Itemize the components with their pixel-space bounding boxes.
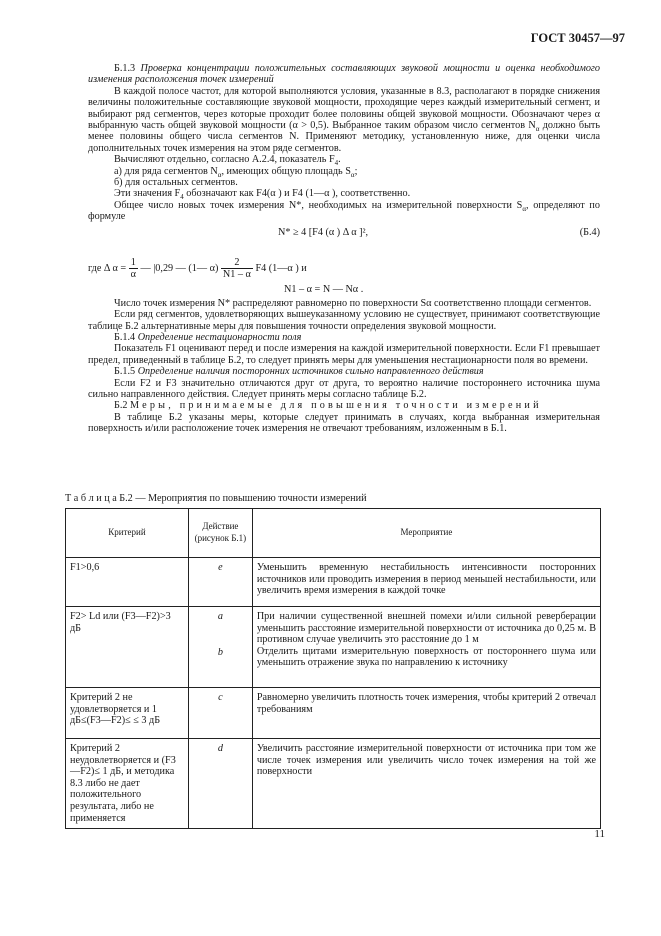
measures-table bbox=[65, 508, 601, 829]
page-number: 11 bbox=[594, 828, 605, 840]
criterion-cell: Критерий 2 не удовлетворяется и 1 дБ≤(F3—F2)≤ ≤ 3 дБ bbox=[66, 688, 189, 739]
criterion-cell: F2> Ld или (F3—F2)>3 дБ bbox=[66, 607, 189, 688]
fraction-two-over-n: $\frac{2}{N1 - \alpha}$ bbox=[222, 256, 251, 280]
section-b13-title bbox=[88, 63, 600, 86]
table-row bbox=[66, 739, 601, 829]
paragraph: В каждой полосе частот, для которой выполняются условия, указанные в 8.3, располагают в порядке снижения величины положительные составляющие звуковой мощности, проходящие через каждый измерительный сегмент, и выбирают ряд сегментов, через которые проходит более половины общей звуковой мощности. Обозначают через α выбранную часть общей звуковой мощности (α > 0,5). Выбранное таким образом число сегментов $N_\alpha$ должно быть менее половины общего числа сегментов N. Применяют методику, установленную ниже, для оценки числа дополнительных точек измерения на этом ряде сегментов. bbox=[88, 85, 601, 154]
measure-cell: Увеличить расстояние измерительной поверхности от источника при том же числе точек измерения или увеличить число точек измерения на той же поверхности bbox=[252, 739, 600, 829]
measure-cell: Равномерно увеличить плотность точек измерения, чтобы критерий 2 отвечал требованиям bbox=[252, 688, 600, 739]
document-code: ГОСТ 30457—97 bbox=[530, 31, 625, 45]
table-header-row bbox=[66, 509, 601, 558]
fraction-one-over-alpha: $\frac{1}{\alpha}$ bbox=[130, 256, 136, 280]
criterion-cell: F1>0,6 bbox=[66, 558, 189, 607]
formula-delta-alpha: где Δ α = $\frac{1}{\alpha}$ — |0,29 — (1— α) $\frac{2}{N1 - \alpha}$ F4 (1—α ) и bbox=[88, 256, 307, 280]
action-cell: e bbox=[188, 558, 252, 607]
paragraph: Общее число новых точек измерения N*, необходимых на измерительной поверхности $S_\alpha$, определяют по формуле bbox=[88, 199, 600, 223]
formula-b4: N* ≥ 4 [F4 (α ) Δ α ]², (Б.4) bbox=[278, 226, 600, 238]
section-number: Б.1.3 bbox=[114, 63, 136, 74]
section-title: Проверка концентрации положительных составляющих звуковой мощности и оценка необходимого изменения расположения точек измерений bbox=[88, 63, 601, 86]
table-row bbox=[66, 607, 601, 688]
measure-cell: Уменьшить временную нестабильность интенсивности посторонних источников или проводить измерения в период меньшей нестабильности, или увеличить время измерения в каждой точке bbox=[252, 558, 600, 607]
section-b15-title: Б.1.5 Определение наличия посторонних источников сильно направленного действия bbox=[114, 366, 484, 378]
section-b15-text: Если F2 и F3 значительно отличаются друг от друга, то вероятно наличие постороннего источника шума сильно направленного действия. Следует принять меры согласно таблице Б.2. bbox=[88, 377, 600, 400]
formula-number: (Б.4) bbox=[579, 226, 600, 238]
paragraph: Эти значения $F_4$ обозначают как F4(α ) и F4 (1—α ), соответственно. bbox=[114, 188, 411, 202]
table-row bbox=[66, 688, 601, 739]
header-action: Действие (рисунок Б.1) bbox=[188, 509, 252, 558]
header-criterion: Критерий bbox=[66, 509, 189, 558]
section-b14-title: Б.1.4 Определение нестационарности поля bbox=[114, 331, 302, 343]
paragraph: Если ряд сегментов, удовлетворяющих вышеуказанному условию не существует, принимают соответствующие таблице Б.2 альтернативные меры для повышения точности определения звуковой мощности. bbox=[88, 309, 600, 332]
paragraph: Число точек измерения N* распределяют равномерно по поверхности Sα соответственно площади сегментов. bbox=[114, 297, 592, 309]
list-item-b: б) для остальных сегментов. bbox=[114, 177, 238, 189]
section-b13 bbox=[88, 63, 600, 435]
section-b2-text: В таблице Б.2 указаны меры, которые следует принимать в случаях, когда выбранная измерительная поверхность и/или расположение точек измерения не отвечают требованиям, изложенным в Б.1. bbox=[88, 411, 600, 435]
criterion-cell: Критерий 2 неудовлетворяется и (F3—F2)≤ 1 дБ, и методика 8.3 либо не дает положительного результата, либо не применяется bbox=[66, 739, 189, 829]
table-caption: Т а б л и ц а Б.2 — Мероприятия по повышению точности измерений bbox=[65, 493, 367, 504]
list-item-a: а) для ряда сегментов $N_\alpha$, имеющих общую площадь $S_\alpha$; bbox=[114, 165, 358, 179]
action-cell: d bbox=[188, 739, 252, 829]
table-row bbox=[66, 558, 601, 607]
header-measure: Мероприятие bbox=[252, 509, 600, 558]
formula-n1-alpha: N1 – α = N — Nα . bbox=[284, 283, 364, 295]
action-cell: c bbox=[188, 688, 252, 739]
measure-cell: При наличии существенной внешней помехи и/или сильной реверберации уменьшить расстояние измерительной поверхности от источника до 0,25 м. В противном случае увеличить это расстояние до 1 м Отделить щитами измерительную поверхность от постороннего шума или уменьшить отражение звука по направлению к источнику bbox=[252, 607, 600, 688]
section-b14-text: Показатель F1 оценивают перед и после измерения на каждой измерительной поверхности. Если F1 превышает предел, приведенный в таблице Б.2, то следует принять меры для уменьшения нестационарности поля во времени. bbox=[88, 343, 600, 366]
paragraph: Вычисляют отдельно, согласно А.2.4, показатель $F_4$. bbox=[114, 154, 341, 168]
section-b2-title: Б.2 Меры, принимаемые для повышения точности измерений bbox=[114, 400, 542, 412]
action-cell: a b bbox=[188, 607, 252, 688]
